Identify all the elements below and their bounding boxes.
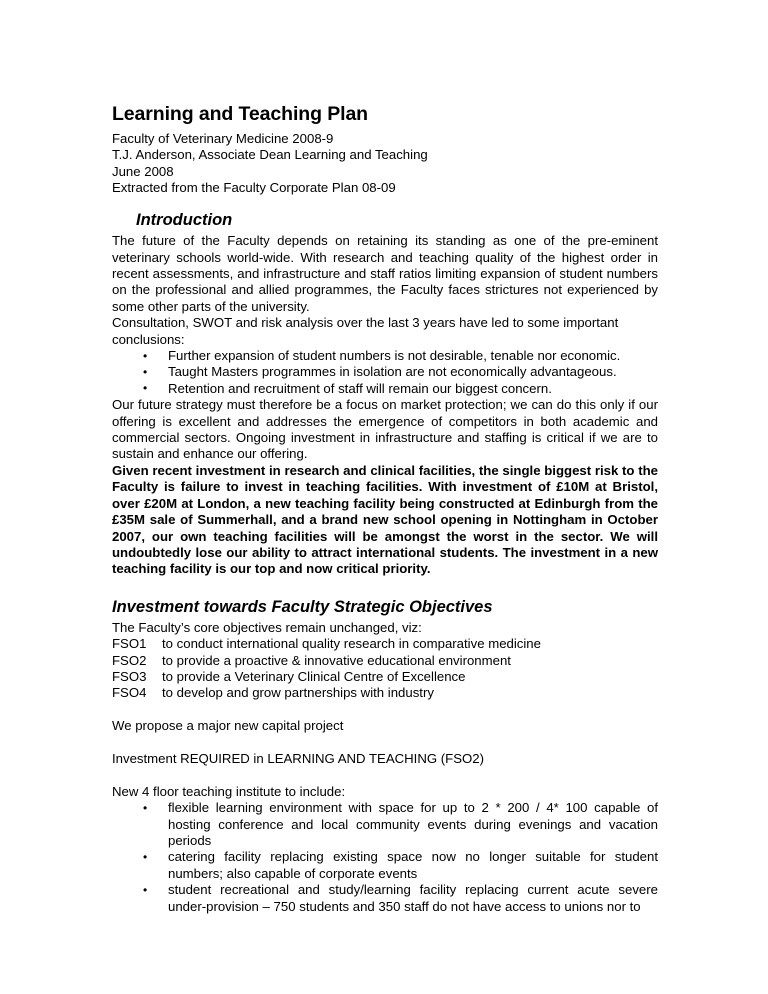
required-investment-line: Investment REQUIRED in LEARNING AND TEACHING (FSO2) <box>112 750 485 766</box>
objectives-list <box>112 636 658 702</box>
meta-line-author: T.J. Anderson, Associate Dean Learning and Teaching <box>112 147 428 163</box>
objective-row-fso2 <box>112 653 658 669</box>
intro-paragraph-3: Our future strategy must therefore be a focus on market protection; we can do this only if our offering is excellent and addresses the emergence of competitors in both academic and commercial sectors. Ongoing investment in infrastructure and staffing is critical if we are to sustain and enhance our offering. <box>112 397 658 462</box>
objective-text: to develop and grow partnerships with industry <box>162 685 434 701</box>
list-item <box>112 348 658 364</box>
institute-item-3: • student recreational and study/learning facility replacing current acute severe under-provision – 750 students and 350 staff do not have access to unions nor to <box>168 882 658 914</box>
conclusions-list <box>112 348 658 397</box>
conclusion-item-2: • Taught Masters programmes in isolation are not economically advantageous. <box>168 364 617 380</box>
heading-investment: Investment towards Faculty Strategic Objectives <box>112 597 493 616</box>
blank-line-1 <box>112 702 658 718</box>
list-item <box>112 849 658 882</box>
objectives-intro-line: The Faculty’s core objectives remain unchanged, viz: <box>112 619 422 635</box>
objective-text: to provide a Veterinary Clinical Centre of Excellence <box>162 668 466 684</box>
conclusion-item-3: • Retention and recruitment of staff will remain our biggest concern. <box>168 380 552 396</box>
heading-introduction: Introduction <box>136 211 233 230</box>
document-body <box>112 103 658 915</box>
objective-text: to provide a proactive & innovative educational environment <box>162 652 511 668</box>
page-title: Learning and Teaching Plan <box>112 103 368 125</box>
institute-item-1: • flexible learning environment with space for up to 2 * 200 / 4* 100 capable of hosting conference and local community events during evenings and vacation periods <box>168 800 658 848</box>
intro-paragraph-2: Consultation, SWOT and risk analysis over the last 3 years have led to some important conclusions: <box>112 315 619 347</box>
blank-line-2 <box>112 735 658 751</box>
intro-paragraph-4-bold: Given recent investment in research and clinical facilities, the single biggest risk to the Faculty is failure to invest in teaching facilities. With investment of £10M at Bristol, over £20M at London, a new teaching facility being constructed at Edinburgh from the £35M sale of Summerhall, and a brand new school opening in Nottingham in October 2007, our own teaching facilities will be amongst the worst in the sector. We will undoubtedly lose our ability to attract international students. The investment in a new teaching facility is our top and now critical priority. <box>112 462 658 577</box>
objective-row-fso1 <box>112 636 658 652</box>
objective-key: FSO3 <box>112 668 147 684</box>
objective-row-fso3 <box>112 669 658 685</box>
institute-items-list <box>112 800 658 915</box>
intro-paragraph-1: The future of the Faculty depends on retaining its standing as one of the pre-eminent veterinary schools world-wide. With research and teaching quality of the highest order in recent assessments, and infrastructure and staff ratios limiting expansion of student numbers on the professional and allied programmes, the Faculty faces strictures not experienced by some other parts of the university. <box>112 233 658 314</box>
conclusion-item-1: • Further expansion of student numbers is not desirable, tenable nor economic. <box>168 348 621 364</box>
meta-line-source: Extracted from the Faculty Corporate Plan 08-09 <box>112 179 396 195</box>
proposal-line: We propose a major new capital project <box>112 718 344 734</box>
objective-key: FSO1 <box>112 636 147 652</box>
list-item <box>112 882 658 915</box>
meta-line-faculty: Faculty of Veterinary Medicine 2008-9 <box>112 131 334 146</box>
objective-key: FSO2 <box>112 652 147 668</box>
blank-line-3 <box>112 767 658 783</box>
objective-key: FSO4 <box>112 685 147 701</box>
institute-item-2: • catering facility replacing existing space now no longer suitable for student numbers; also capable of corporate events <box>168 849 658 881</box>
meta-line-date: June 2008 <box>112 163 174 179</box>
objective-row-fso4 <box>112 685 658 701</box>
objective-text: to conduct international quality research in comparative medicine <box>162 636 541 652</box>
list-item <box>112 364 658 380</box>
list-item <box>112 381 658 397</box>
list-item <box>112 800 658 849</box>
document-meta-block <box>112 131 658 196</box>
institute-intro-line: New 4 floor teaching institute to include: <box>112 783 346 799</box>
